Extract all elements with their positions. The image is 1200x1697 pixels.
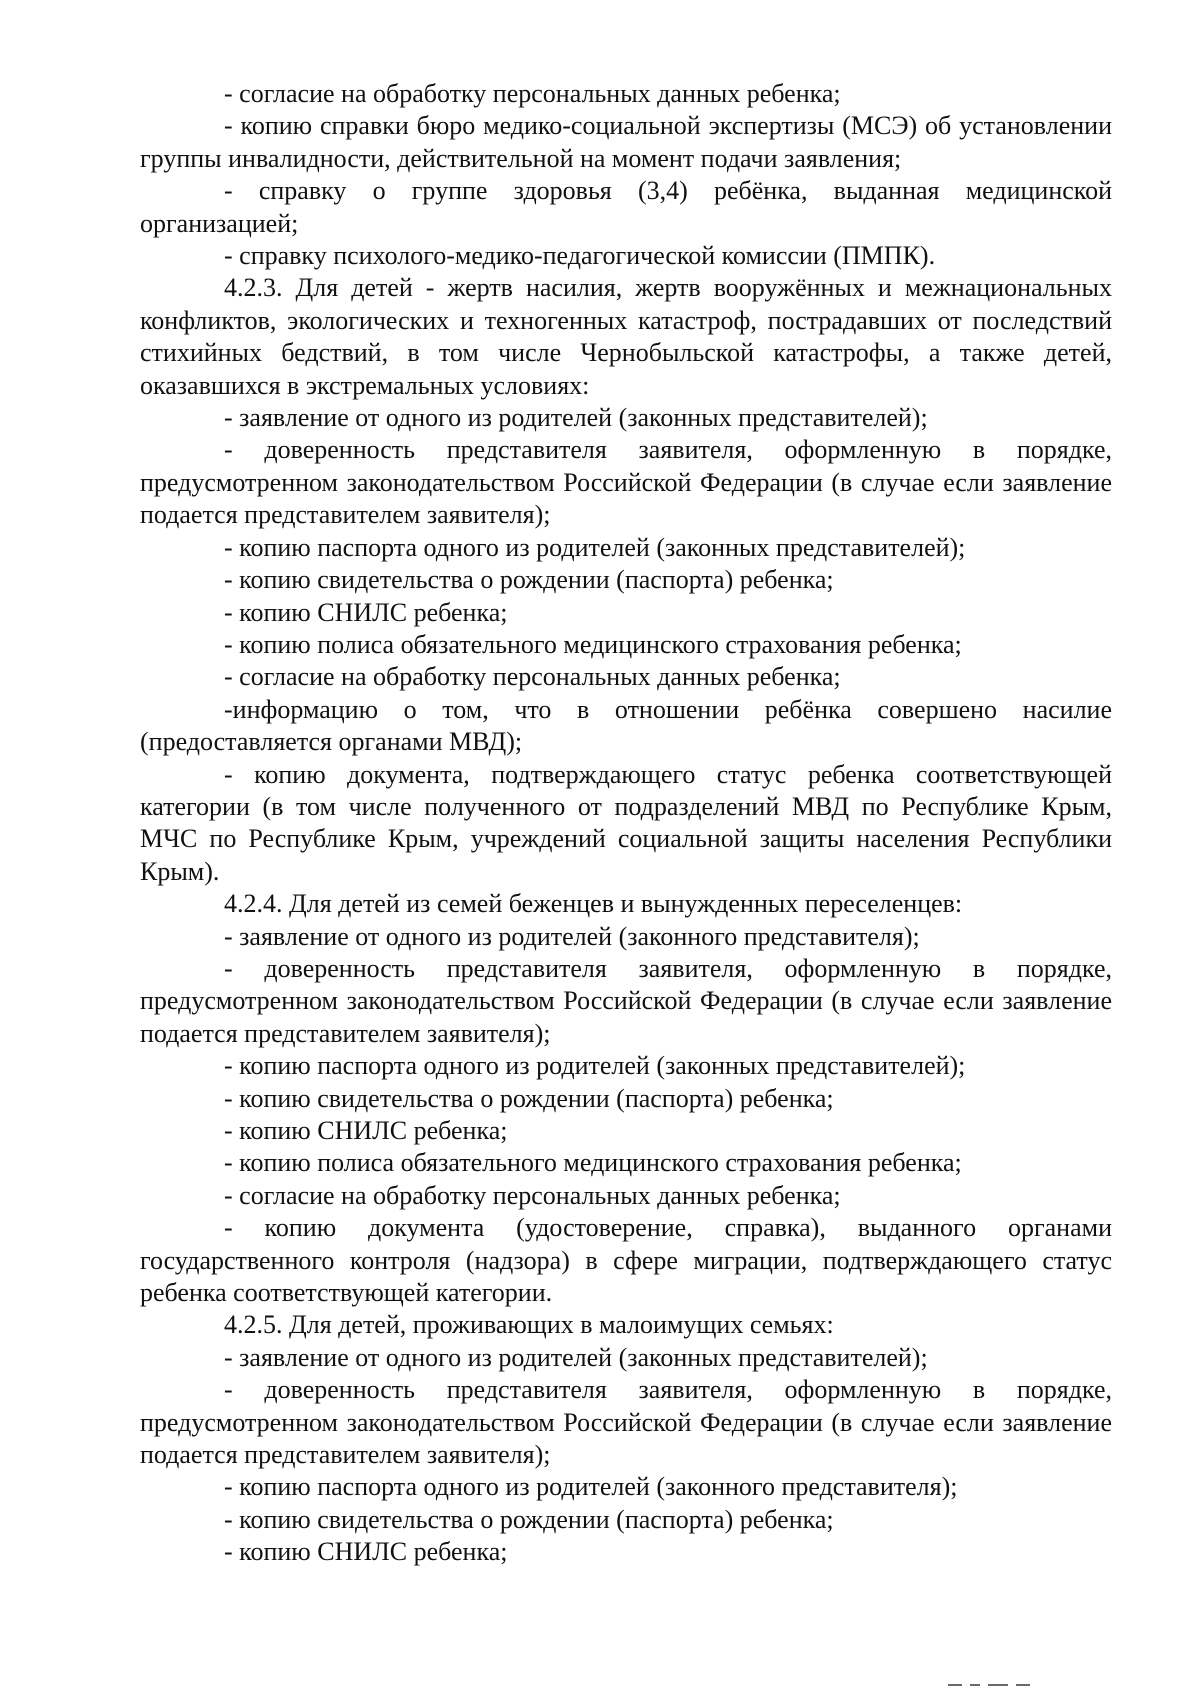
list-item: - доверенность представителя заявителя, оформленную в порядке, предусмотренном законодательством Российской Федерации (в случае если заявление подается представителем заявителя);: [140, 1375, 1112, 1470]
list-item: - копию полиса обязательного медицинского страхования ребенка;: [224, 1148, 962, 1178]
section-heading: 4.2.3. Для детей - жертв насилия, жертв вооружённых и межнациональных конфликтов, экологических и техногенных катастроф, пострадавших от последствий стихийных бедствий, в том числе Чернобыльской катастрофы, а также детей, оказавшихся в экстремальных условиях:: [140, 273, 1112, 400]
list-item: - копию справки бюро медико-социальной экспертизы (МСЭ) об установлении группы инвалидности, действительной на момент подачи заявления;: [140, 111, 1112, 173]
list-item: - копию паспорта одного из родителей (законного представителя);: [224, 1472, 958, 1502]
list-item: - копию документа, подтверждающего статус ребенка соответствующей категории (в том числе полученного от подразделений МВД по Республике Крым, МЧС по Республике Крым, учреждений социальной защиты населения Республики Крым).: [140, 759, 1112, 886]
list-item: - заявление от одного из родителей (законных представителей);: [224, 403, 928, 433]
list-item: - справку психолого-медико-педагогической комиссии (ПМПК).: [224, 241, 936, 271]
list-item: - заявление от одного из родителей (законных представителей);: [224, 1342, 928, 1372]
list-item: - копию СНИЛС ребенка;: [224, 1116, 508, 1145]
list-item: - копию свидетельства о рождении (паспорта) ребенка;: [224, 1504, 834, 1534]
list-item: - копию СНИЛС ребенка;: [224, 1537, 508, 1567]
list-item: - копию документа (удостоверение, справка), выданного органами государственного контроля (надзора) в сфере миграции, подтверждающего статус ребенка соответствующей категории.: [140, 1213, 1112, 1308]
scan-artifact: [948, 1684, 1038, 1687]
list-item: - заявление от одного из родителей (законного представителя);: [224, 921, 920, 951]
list-item: - справку о группе здоровья (3,4) ребёнка, выданная медицинской организацией;: [140, 176, 1112, 238]
list-item: - согласие на обработку персональных данных ребенка;: [224, 1180, 841, 1210]
list-item: -информацию о том, что в отношении ребёнка совершено насилие (предоставляется органами МВД);: [140, 694, 1112, 757]
list-item: - согласие на обработку персональных данных ребенка;: [224, 79, 841, 108]
list-item: - доверенность представителя заявителя, оформленную в порядке, предусмотренном законодательством Российской Федерации (в случае если заявление подается представителем заявителя);: [140, 953, 1112, 1048]
list-item: - согласие на обработку персональных данных ребенка;: [224, 662, 841, 692]
list-item: - копию полиса обязательного медицинского страхования ребенка;: [224, 629, 962, 659]
list-item: - доверенность представителя заявителя, оформленную в порядке, предусмотренном законодательством Российской Федерации (в случае если заявление подается представителем заявителя);: [140, 435, 1112, 530]
section-heading: 4.2.4. Для детей из семей беженцев и вынужденных переселенцев:: [224, 889, 963, 919]
list-item: - копию свидетельства о рождении (паспорта) ребенка;: [224, 565, 834, 595]
document-body: [140, 78, 1112, 1569]
section-heading: 4.2.5. Для детей, проживающих в малоимущих семьях:: [224, 1310, 834, 1340]
list-item: - копию свидетельства о рождении (паспорта) ребенка;: [224, 1083, 834, 1113]
list-item: - копию паспорта одного из родителей (законных представителей);: [224, 1051, 966, 1081]
list-item: - копию СНИЛС ребенка;: [224, 597, 508, 627]
list-item: - копию паспорта одного из родителей (законных представителей);: [224, 532, 966, 562]
